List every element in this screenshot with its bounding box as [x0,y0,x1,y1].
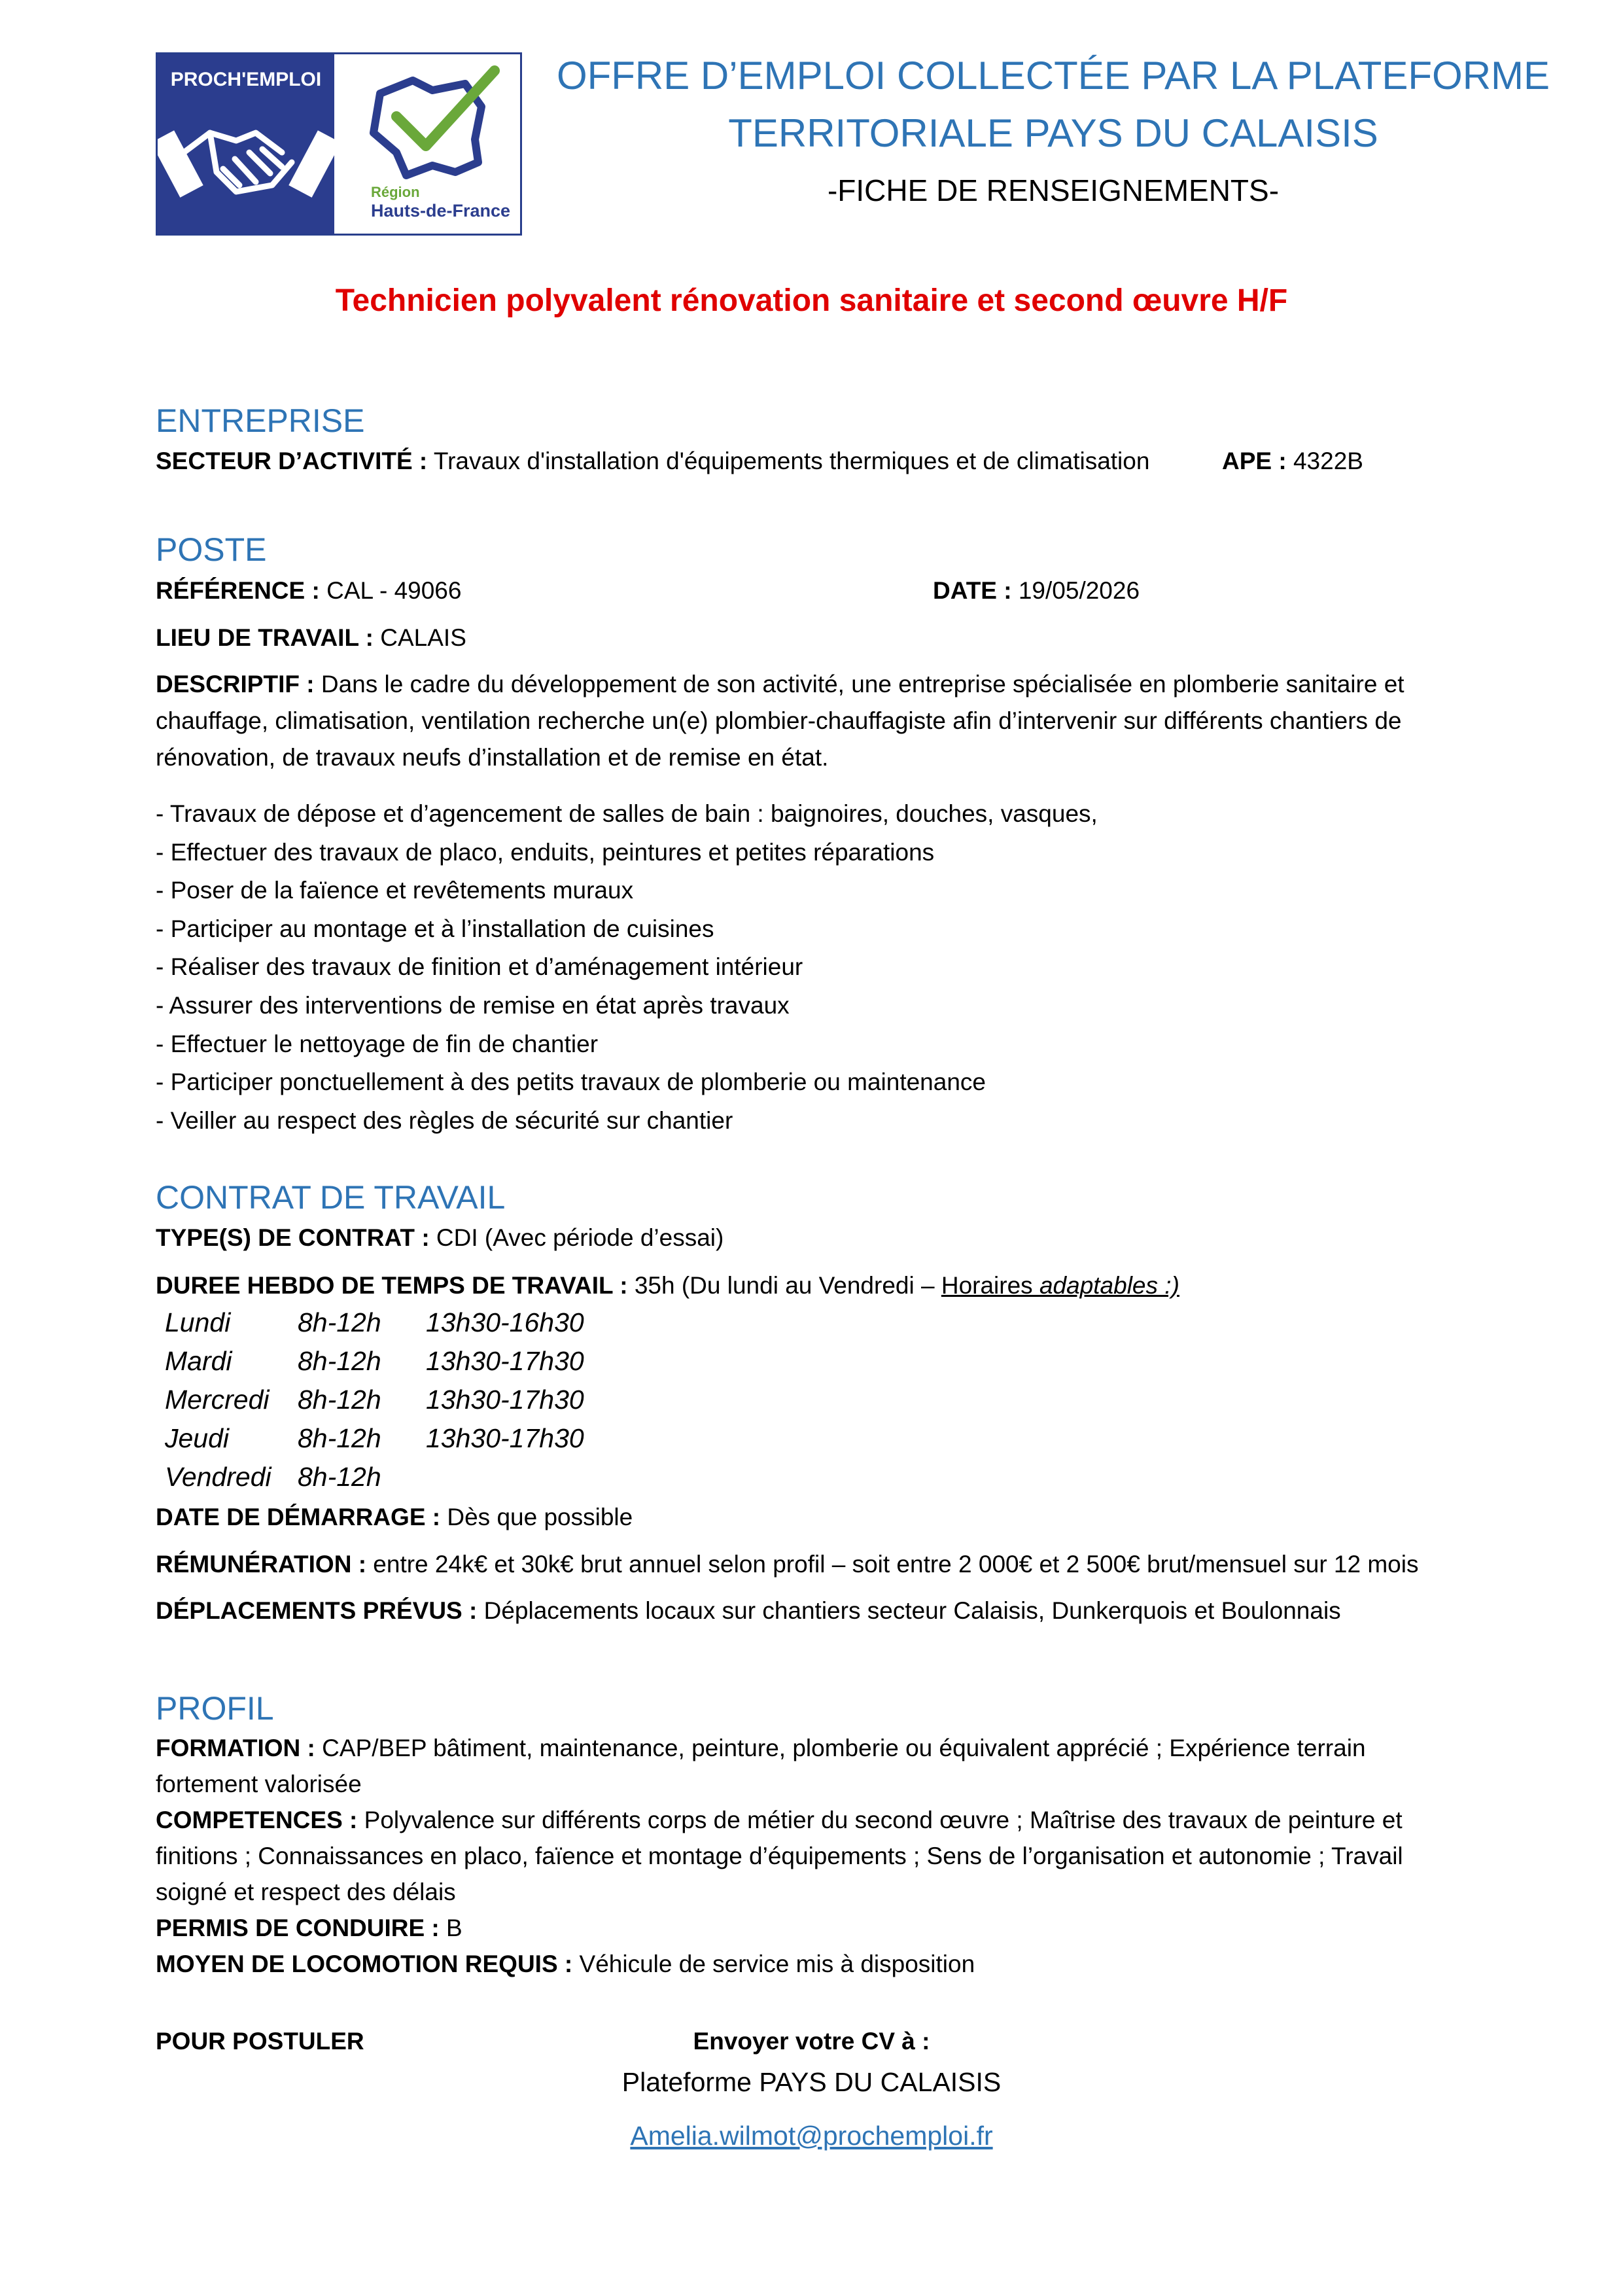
schedule-afternoon: 13h30-17h30 [426,1423,584,1453]
deplacements-line [156,1593,1341,1629]
competences-paragraph [156,1802,1464,1910]
email-link[interactable]: Amelia.wilmot@prochemploi.fr [630,2121,993,2151]
schedule-table [165,1303,584,1496]
locomotion-label: MOYEN DE LOCOMOTION REQUIS : [156,1951,573,1977]
demarrage-label: DATE DE DÉMARRAGE : [156,1504,441,1530]
demarrage-value: Dès que possible [447,1504,633,1530]
descriptif-paragraph [156,666,1484,776]
date-line [933,573,1140,609]
schedule-afternoon [426,1458,584,1496]
ape-line [1222,443,1363,480]
list-item: - Assurer des interventions de remise en état après travaux [156,991,790,1019]
platform-name: Plateforme PAYS DU CALAISIS [621,2067,1002,2097]
schedule-morning: 8h-12h [298,1462,381,1492]
ape-label: APE : [1222,448,1287,474]
section-heading-profil: PROFIL [156,1690,274,1727]
deplacements-label: DÉPLACEMENTS PRÉVUS : [156,1597,478,1624]
secteur-value: Travaux d'installation d'équipements thermiques et de climatisation [433,448,1150,474]
france-map-check-icon [334,54,524,185]
remuneration-value: entre 24k€ et 30k€ brut annuel selon profil – soit entre 2 000€ et 2 500€ brut/mensuel sur 12 mois [373,1551,1419,1578]
duree-horaires: Horaires [941,1272,1039,1299]
list-item: - Poser de la faïence et revêtements muraux [156,877,634,904]
type-contrat-value: CDI (Avec période d’essai) [436,1224,724,1251]
lieu-value: CALAIS [380,624,466,651]
table-row [165,1342,584,1381]
reference-label: RÉFÉRENCE : [156,577,320,604]
prochemploi-logo [156,52,522,236]
send-cv-label: Envoyer votre CV à : [693,2028,930,2055]
reference-line [156,573,461,609]
schedule-day: Lundi [165,1307,231,1337]
logo-region-panel [334,54,520,234]
permis-label: PERMIS DE CONDUIRE : [156,1915,440,1941]
schedule-afternoon: 13h30-16h30 [426,1307,584,1337]
secteur-label: SECTEUR D’ACTIVITÉ : [156,448,428,474]
demarrage-line [156,1499,633,1536]
duree-line [156,1267,1179,1304]
date-value: 19/05/2026 [1018,577,1140,604]
lieu-line [156,620,466,656]
schedule-afternoon: 13h30-17h30 [426,1385,584,1415]
logo-brand-panel [158,54,334,234]
job-title: Technicien polyvalent rénovation sanitaire et second œuvre H/F [335,283,1288,318]
locomotion-line [156,1946,975,1982]
formation-value: CAP/BEP bâtiment, maintenance, peinture, plomberie ou équivalent apprécié ; Expérience terrain fortement valorisée [156,1735,1366,1797]
schedule-day: Vendredi [165,1462,271,1492]
section-heading-contrat: CONTRAT DE TRAVAIL [156,1179,506,1216]
schedule-afternoon: 13h30-17h30 [426,1346,584,1376]
formation-paragraph [156,1730,1464,1802]
type-contrat-line [156,1220,724,1256]
header-subtitle: -FICHE DE RENSEIGNEMENTS- [827,173,1280,207]
duree-value: 35h (Du lundi au Vendredi – [634,1272,941,1299]
remuneration-label: RÉMUNÉRATION : [156,1551,367,1578]
table-row [165,1303,584,1342]
list-item: - Participer ponctuellement à des petits travaux de plomberie ou maintenance [156,1069,986,1096]
schedule-day: Mardi [165,1346,232,1376]
secteur-line [156,443,1149,480]
email-wrapper [0,2116,1623,2155]
list-item: - Travaux de dépose et d’agencement de salles de bain : baignoires, douches, vasques, [156,800,1098,827]
permis-value: B [446,1915,462,1941]
schedule-day: Jeudi [165,1423,230,1453]
duree-adaptables: adaptables :) [1039,1272,1179,1299]
duree-label: DUREE HEBDO DE TEMPS DE TRAVAIL : [156,1272,628,1299]
section-heading-poste: POSTE [156,531,267,568]
postuler-label: POUR POSTULER [156,2028,364,2055]
schedule-morning: 8h-12h [298,1346,381,1376]
list-item: - Effectuer le nettoyage de fin de chantier [156,1030,599,1057]
list-item: - Veiller au respect des règles de sécurité sur chantier [156,1106,733,1134]
section-heading-entreprise: ENTREPRISE [156,402,365,439]
logo-region-line2: Hauts-de-France [371,201,511,221]
list-item: - Réaliser des travaux de finition et d’aménagement intérieur [156,953,803,981]
competences-label: COMPETENCES : [156,1807,358,1833]
deplacements-value: Déplacements locaux sur chantiers secteur Calaisis, Dunkerquois et Boulonnais [483,1597,1341,1624]
lieu-label: LIEU DE TRAVAIL : [156,624,374,651]
table-row [165,1381,584,1419]
handshake-icon [158,54,334,238]
permis-line [156,1910,462,1946]
logo-region-line1: Région [371,184,420,200]
schedule-day: Mercredi [165,1385,270,1415]
tasks-list [156,795,1098,1140]
list-item: - Effectuer des travaux de placo, enduits, peintures et petites réparations [156,838,935,866]
table-row [165,1458,584,1496]
descriptif-value: Dans le cadre du développement de son activité, une entreprise spécialisée en plomberie sanitaire et chauffage, climatisation, ventilation recherche un(e) plombier-chauffagiste afin d’intervenir sur différents chantiers de rénovation, de travaux neufs d’installation et de remise en état. [156,671,1405,771]
table-row [165,1419,584,1458]
descriptif-label: DESCRIPTIF : [156,671,315,698]
schedule-morning: 8h-12h [298,1423,381,1453]
locomotion-value: Véhicule de service mis à disposition [579,1951,975,1977]
logo-brand-text: PROCH'EMPLOI [170,69,322,90]
reference-value: CAL - 49066 [326,577,462,604]
competences-value: Polyvalence sur différents corps de métier du second œuvre ; Maîtrise des travaux de peinture et finitions ; Connaissances en placo, faïence et montage d’équipements ; Sens de l’organisation et autonomie ; Travail soigné et respect des délais [156,1807,1403,1905]
type-contrat-label: TYPE(S) DE CONTRAT : [156,1224,430,1251]
list-item: - Participer au montage et à l’installation de cuisines [156,915,714,942]
ape-value: 4322B [1293,448,1363,474]
formation-label: FORMATION : [156,1735,315,1761]
header-title-line1: OFFRE D’EMPLOI COLLECTÉE PAR LA PLATEFORME [556,54,1550,97]
schedule-morning: 8h-12h [298,1385,381,1415]
remuneration-line [156,1546,1418,1583]
date-label: DATE : [933,577,1012,604]
header-title-line2: TERRITORIALE PAYS DU CALAISIS [728,111,1378,155]
schedule-morning: 8h-12h [298,1307,381,1337]
